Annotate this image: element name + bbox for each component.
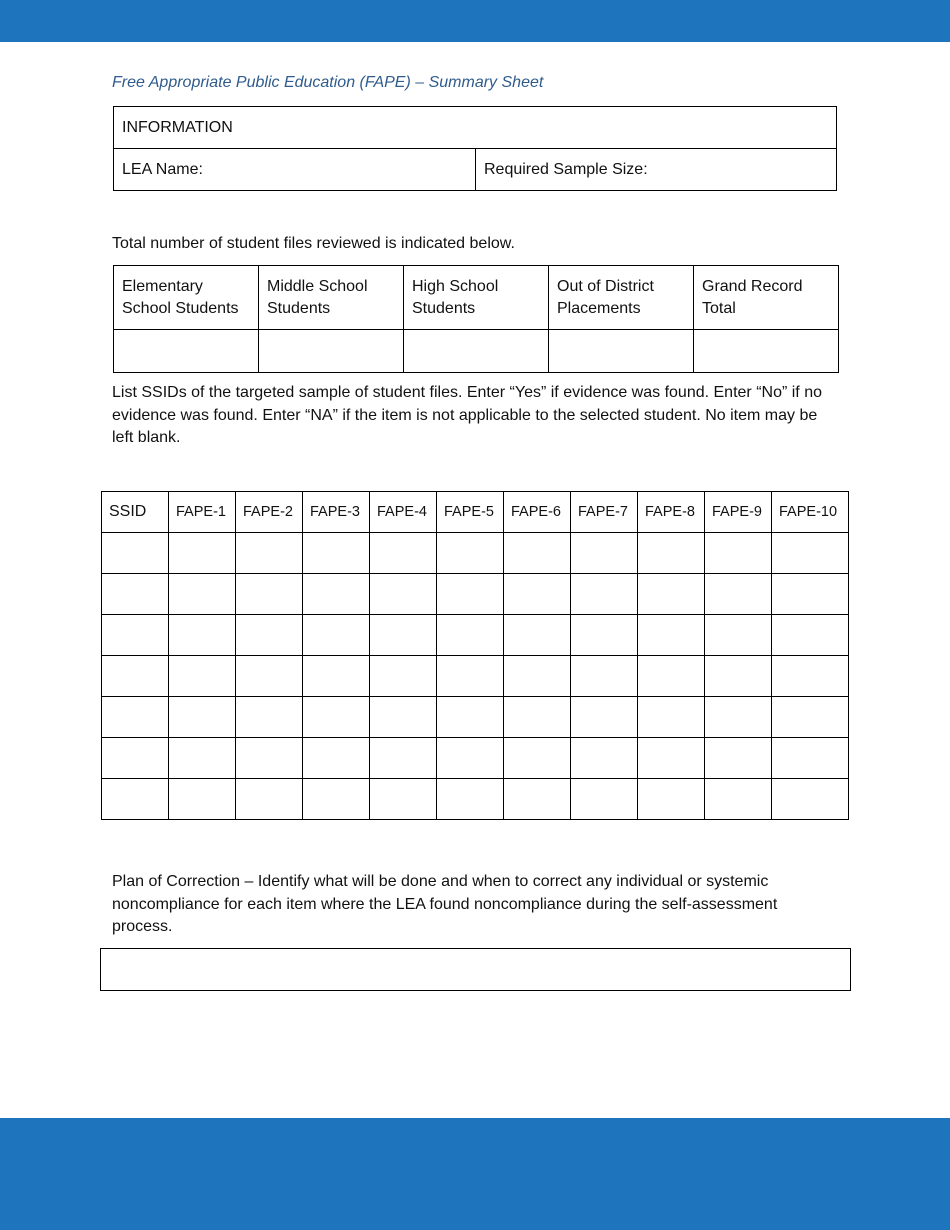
header-band: [0, 0, 950, 42]
required-sample-size-field[interactable]: Required Sample Size:: [476, 149, 837, 191]
table-cell[interactable]: [504, 697, 571, 738]
information-table: [113, 106, 837, 191]
table-cell[interactable]: [437, 533, 504, 574]
totals-header-high: High School Students: [404, 266, 549, 330]
sample-header-fape-6: FAPE-6: [504, 492, 571, 533]
table-cell[interactable]: [303, 656, 370, 697]
table-cell[interactable]: [504, 779, 571, 820]
table-cell[interactable]: [504, 533, 571, 574]
table-cell[interactable]: [169, 738, 236, 779]
table-cell[interactable]: [504, 615, 571, 656]
table-cell[interactable]: [705, 533, 772, 574]
table-cell[interactable]: [772, 779, 849, 820]
sample-header-fape-8: FAPE-8: [638, 492, 705, 533]
ssid-instructions: List SSIDs of the targeted sample of student files. Enter “Yes” if evidence was found. Enter “No” if no evidence was found. Enter “NA” if the item is not applicable to the selected student. No item may be left blank.: [112, 384, 822, 446]
table-cell[interactable]: [638, 697, 705, 738]
sample-header-fape-2: FAPE-2: [236, 492, 303, 533]
table-cell[interactable]: [504, 656, 571, 697]
table-cell[interactable]: [437, 574, 504, 615]
table-cell[interactable]: [169, 656, 236, 697]
table-cell[interactable]: [370, 533, 437, 574]
sample-header-fape-10: FAPE-10: [772, 492, 849, 533]
table-cell[interactable]: [571, 697, 638, 738]
sample-header-fape-4: FAPE-4: [370, 492, 437, 533]
table-cell[interactable]: [772, 738, 849, 779]
table-cell[interactable]: [638, 738, 705, 779]
plan-of-correction-text: Plan of Correction – Identify what will be done and when to correct any individual or systemic noncompliance for each item where the LEA found noncompliance during the self-assessment process.: [112, 873, 778, 935]
table-cell[interactable]: [102, 697, 169, 738]
table-cell[interactable]: [705, 738, 772, 779]
table-row: [102, 738, 849, 779]
table-cell[interactable]: [772, 697, 849, 738]
table-cell[interactable]: [370, 615, 437, 656]
table-cell[interactable]: [370, 656, 437, 697]
table-cell[interactable]: [102, 738, 169, 779]
table-cell[interactable]: [772, 615, 849, 656]
sample-header-ssid: SSID: [102, 492, 169, 533]
table-cell[interactable]: [638, 533, 705, 574]
table-cell[interactable]: [571, 779, 638, 820]
table-cell[interactable]: [303, 697, 370, 738]
table-row: [102, 656, 849, 697]
table-cell[interactable]: [571, 574, 638, 615]
table-cell[interactable]: [772, 533, 849, 574]
totals-input-high[interactable]: [404, 330, 549, 373]
table-cell[interactable]: [102, 533, 169, 574]
totals-header-out-of-district: Out of District Placements: [549, 266, 694, 330]
sample-header-fape-1: FAPE-1: [169, 492, 236, 533]
table-cell[interactable]: [705, 779, 772, 820]
sample-header-fape-3: FAPE-3: [303, 492, 370, 533]
table-cell[interactable]: [437, 615, 504, 656]
table-cell[interactable]: [102, 574, 169, 615]
table-cell[interactable]: [303, 738, 370, 779]
table-cell[interactable]: [169, 615, 236, 656]
totals-input-middle[interactable]: [259, 330, 404, 373]
table-cell[interactable]: [236, 738, 303, 779]
table-cell[interactable]: [437, 697, 504, 738]
table-cell[interactable]: [169, 574, 236, 615]
table-cell[interactable]: [303, 574, 370, 615]
footer-band: [0, 1118, 950, 1230]
table-cell[interactable]: [102, 779, 169, 820]
table-cell[interactable]: [303, 533, 370, 574]
sample-table: [101, 491, 849, 820]
table-cell[interactable]: [303, 779, 370, 820]
table-cell[interactable]: [504, 738, 571, 779]
table-cell[interactable]: [370, 779, 437, 820]
sample-header-fape-5: FAPE-5: [437, 492, 504, 533]
page-title: Free Appropriate Public Education (FAPE) – Summary Sheet: [112, 74, 544, 91]
table-row: [102, 574, 849, 615]
table-cell[interactable]: [705, 615, 772, 656]
table-cell[interactable]: [370, 574, 437, 615]
sample-header-fape-9: FAPE-9: [705, 492, 772, 533]
table-cell[interactable]: [772, 656, 849, 697]
table-cell[interactable]: [638, 574, 705, 615]
table-cell[interactable]: [705, 656, 772, 697]
table-row: [102, 533, 849, 574]
table-cell[interactable]: [236, 533, 303, 574]
information-header: INFORMATION: [114, 107, 837, 149]
totals-table: [113, 265, 839, 373]
sample-table-body: [102, 533, 849, 820]
table-cell[interactable]: [303, 615, 370, 656]
table-cell[interactable]: [102, 615, 169, 656]
plan-of-correction-input[interactable]: [100, 948, 851, 991]
table-cell[interactable]: [638, 656, 705, 697]
totals-header-middle: Middle School Students: [259, 266, 404, 330]
table-cell[interactable]: [236, 656, 303, 697]
totals-header-grand-total: Grand Record Total: [694, 266, 839, 330]
table-cell[interactable]: [102, 656, 169, 697]
lea-name-field[interactable]: LEA Name:: [114, 149, 476, 191]
table-cell[interactable]: [705, 697, 772, 738]
table-cell[interactable]: [571, 533, 638, 574]
totals-input-grand-total[interactable]: [694, 330, 839, 373]
table-cell[interactable]: [504, 574, 571, 615]
table-cell[interactable]: [236, 574, 303, 615]
table-cell[interactable]: [169, 697, 236, 738]
table-cell[interactable]: [705, 574, 772, 615]
table-cell[interactable]: [772, 574, 849, 615]
sample-header-fape-7: FAPE-7: [571, 492, 638, 533]
table-cell[interactable]: [638, 615, 705, 656]
table-row: [102, 779, 849, 820]
totals-intro: Total number of student files reviewed is indicated below.: [112, 235, 515, 252]
table-cell[interactable]: [236, 697, 303, 738]
table-cell[interactable]: [437, 738, 504, 779]
totals-header-elementary: Elementary School Students: [114, 266, 259, 330]
table-cell[interactable]: [370, 738, 437, 779]
table-cell[interactable]: [437, 779, 504, 820]
table-cell[interactable]: [571, 615, 638, 656]
table-cell[interactable]: [571, 656, 638, 697]
table-row: [102, 697, 849, 738]
table-cell[interactable]: [370, 697, 437, 738]
table-cell[interactable]: [236, 615, 303, 656]
table-cell[interactable]: [169, 779, 236, 820]
table-cell[interactable]: [571, 738, 638, 779]
totals-input-elementary[interactable]: [114, 330, 259, 373]
table-row: [102, 615, 849, 656]
totals-input-out-of-district[interactable]: [549, 330, 694, 373]
table-cell[interactable]: [638, 779, 705, 820]
table-cell[interactable]: [437, 656, 504, 697]
table-cell[interactable]: [169, 533, 236, 574]
table-cell[interactable]: [236, 779, 303, 820]
